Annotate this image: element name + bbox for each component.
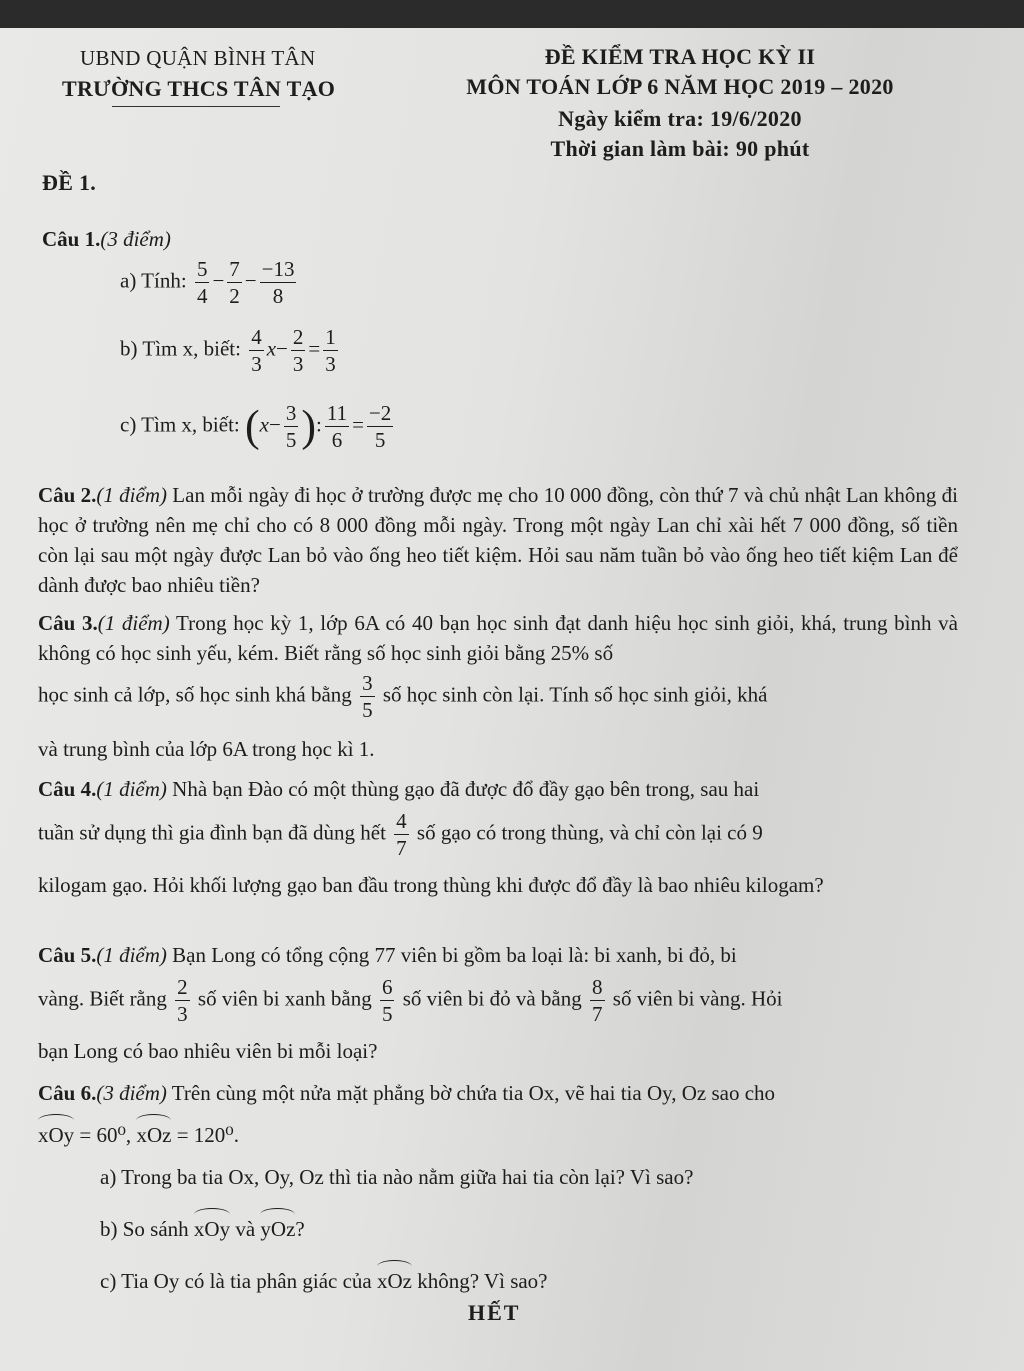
q1c-fraction-3: $\frac{-2}{5}$ [368, 401, 392, 452]
q6-label: Câu 6. [38, 1081, 97, 1105]
exam-title: ĐỀ KIỂM TRA HỌC KỲ II [544, 44, 816, 69]
q6-value-2: = 120⁰. [171, 1123, 239, 1147]
angle-xoz: xOz [136, 1114, 171, 1150]
exam-paper [0, 28, 1024, 1371]
q1c-operator: − [269, 412, 281, 437]
q3-text-1: Trong học kỳ 1, lớp 6A có 40 bạn học sinh đạt danh hiệu học sinh giỏi, khá, trung bình và không có học sinh yếu, kém. Biết rằng số học sinh giỏi bằng 25% số [38, 611, 958, 665]
district-name: UBND QUẬN BÌNH TÂN [80, 46, 316, 70]
q1c-fraction-1: $\frac{3}{5}$ [285, 401, 297, 452]
q1b [120, 324, 341, 377]
q1c-fraction-2: $\frac{11}{6}$ [326, 401, 348, 452]
q1a [120, 256, 299, 309]
q3-fraction: $\frac{3}{5}$ [362, 671, 373, 722]
angle-xoz-c: xOz [377, 1260, 412, 1296]
q4-line-2 [38, 808, 763, 861]
q1-heading [42, 224, 171, 254]
q6b [100, 1208, 305, 1244]
q3-line-2 [38, 670, 767, 723]
q6a: a) Trong ba tia Ox, Oy, Oz thì tia nào nằm giữa hai tia còn lại? Vì sao? [100, 1165, 694, 1189]
q5-line-1 [38, 940, 737, 970]
q1c-left-paren: ( [245, 401, 260, 451]
q4-line-3: kilogam gạo. Hỏi khối lượng gạo ban đầu trong thùng khi được đổ đầy là bao nhiêu kilogam? [38, 873, 824, 897]
q5-text-d: số viên bi vàng. Hỏi [612, 986, 783, 1011]
exam-version: ĐỀ 1. [42, 170, 97, 195]
q1a-operator-1: − [212, 268, 225, 293]
school-name: TRƯỜNG THCS TÂN TẠO [62, 76, 336, 101]
q5-line-3: bạn Long có bao nhiêu viên bi mỗi loại? [38, 1039, 378, 1063]
q1-label: Câu 1. [42, 227, 101, 251]
q3-points: (1 điểm) [97, 611, 170, 635]
q4-label: Câu 4. [38, 777, 97, 801]
q3-line-3: và trung bình của lớp 6A trong học kì 1. [38, 737, 375, 761]
q5-fraction-3: $\frac{8}{7}$ [592, 975, 603, 1026]
exam-date: Ngày kiểm tra: 19/6/2020 [558, 106, 802, 131]
q6c-prefix: c) Tia Oy có là tia phân giác của [100, 1269, 372, 1293]
q6b-end: ? [295, 1217, 305, 1241]
q5-text-1: Bạn Long có tổng cộng 77 viên bi gồm ba loại là: bi xanh, bi đỏ, bi [166, 943, 737, 967]
q1a-operator-2: − [244, 268, 257, 293]
q1a-prefix: a) Tính: [120, 268, 187, 293]
q5-text-a: vàng. Biết rằng [38, 986, 167, 1011]
q1a-fraction-3: $\frac{-13}{8}$ [261, 257, 295, 308]
exam-duration: Thời gian làm bài: 90 phút [550, 136, 810, 161]
q4-text-2a: tuần sử dụng thì gia đình bạn đã dùng hết [38, 820, 386, 845]
angle-yoz: yOz [260, 1208, 295, 1244]
q3-text-2b: số học sinh còn lại. Tính số học sinh giỏi, khá [382, 682, 768, 707]
q4-fraction: $\frac{4}{7}$ [396, 809, 407, 860]
q2-label: Câu 2. [38, 483, 97, 507]
q1b-operator: − [276, 336, 288, 361]
q1b-equals: = [308, 336, 321, 361]
q1c-equals: = [352, 412, 364, 437]
q4-text-2b: số gạo có trong thùng, và chỉ còn lại có 9 [416, 820, 763, 845]
q6-line-2 [38, 1114, 239, 1150]
q2-paragraph [38, 480, 958, 600]
q6-value-1: = 60⁰, [74, 1123, 137, 1147]
q1c-right-paren: ) [301, 401, 316, 451]
end-marker: HẾT [468, 1300, 521, 1325]
q1c-variable: x [259, 412, 269, 437]
q2-points: (1 điểm) [96, 483, 167, 507]
q1c [120, 400, 396, 453]
q3-text-2a: học sinh cả lớp, số học sinh khá bằng [38, 682, 352, 707]
q5-fraction-2: $\frac{6}{5}$ [381, 975, 393, 1026]
q1b-fraction-2: $\frac{2}{3}$ [292, 325, 304, 376]
q5-text-c: số viên bi đỏ và bằng [402, 986, 582, 1011]
angle-xoy-b: xOy [194, 1208, 230, 1244]
q4-points: (1 điểm) [96, 777, 167, 801]
q1b-variable: x [266, 336, 277, 361]
q1b-prefix: b) Tìm x, biết: [120, 336, 241, 361]
q6c [100, 1260, 548, 1296]
q1c-prefix: c) Tìm x, biết: [120, 412, 240, 437]
q2-text: Lan mỗi ngày đi học ở trường được mẹ cho 10 000 đồng, còn thứ 7 và chủ nhật Lan không đi học ở trường nên mẹ chỉ cho có 8 000 đồng mỗi ngày. Trong một ngày Lan chỉ xài hết 7 000 đồng, số tiền còn lại sau một ngày được Lan bỏ vào ống heo tiết kiệm. Hỏi sau năm tuần bỏ vào ống heo tiết kiệm Lan để dành được bao nhiêu tiền? [38, 483, 958, 597]
q5-fraction-1: $\frac{2}{3}$ [177, 975, 188, 1026]
q6-text-1: Trên cùng một nửa mặt phẳng bờ chứa tia Ox, vẽ hai tia Oy, Oz sao cho [166, 1081, 776, 1105]
q1a-fraction-2: $\frac{7}{2}$ [229, 257, 240, 308]
q5-points: (1 điểm) [96, 943, 167, 967]
q3-label: Câu 3. [38, 611, 98, 635]
q6c-end: không? Vì sao? [417, 1269, 548, 1293]
q4-text-1: Nhà bạn Đào có một thùng gạo đã được đổ đầy gạo bên trong, sau hai [166, 777, 760, 801]
q5-text-b: số viên bi xanh bằng [197, 986, 372, 1011]
q4-line-1 [38, 774, 759, 804]
q6b-conjunction: và [235, 1217, 256, 1241]
q6-line-1 [38, 1078, 775, 1108]
q5-line-2 [38, 974, 783, 1027]
q3-paragraph-1 [38, 608, 958, 668]
q6b-prefix: b) So sánh [100, 1217, 189, 1241]
q1a-fraction-1: $\frac{5}{4}$ [196, 257, 208, 308]
q5-label: Câu 5. [38, 943, 97, 967]
q1c-divide: : [316, 412, 322, 437]
q6-points: (3 điểm) [96, 1081, 167, 1105]
angle-xoy: xOy [38, 1114, 74, 1150]
exam-subject: MÔN TOÁN LỚP 6 NĂM HỌC 2019 – 2020 [466, 74, 894, 99]
q1b-fraction-1: $\frac{4}{3}$ [251, 325, 262, 376]
school-underline [112, 106, 280, 107]
q1b-fraction-3: $\frac{1}{3}$ [325, 325, 336, 376]
q1-points: (3 điểm) [100, 227, 171, 251]
